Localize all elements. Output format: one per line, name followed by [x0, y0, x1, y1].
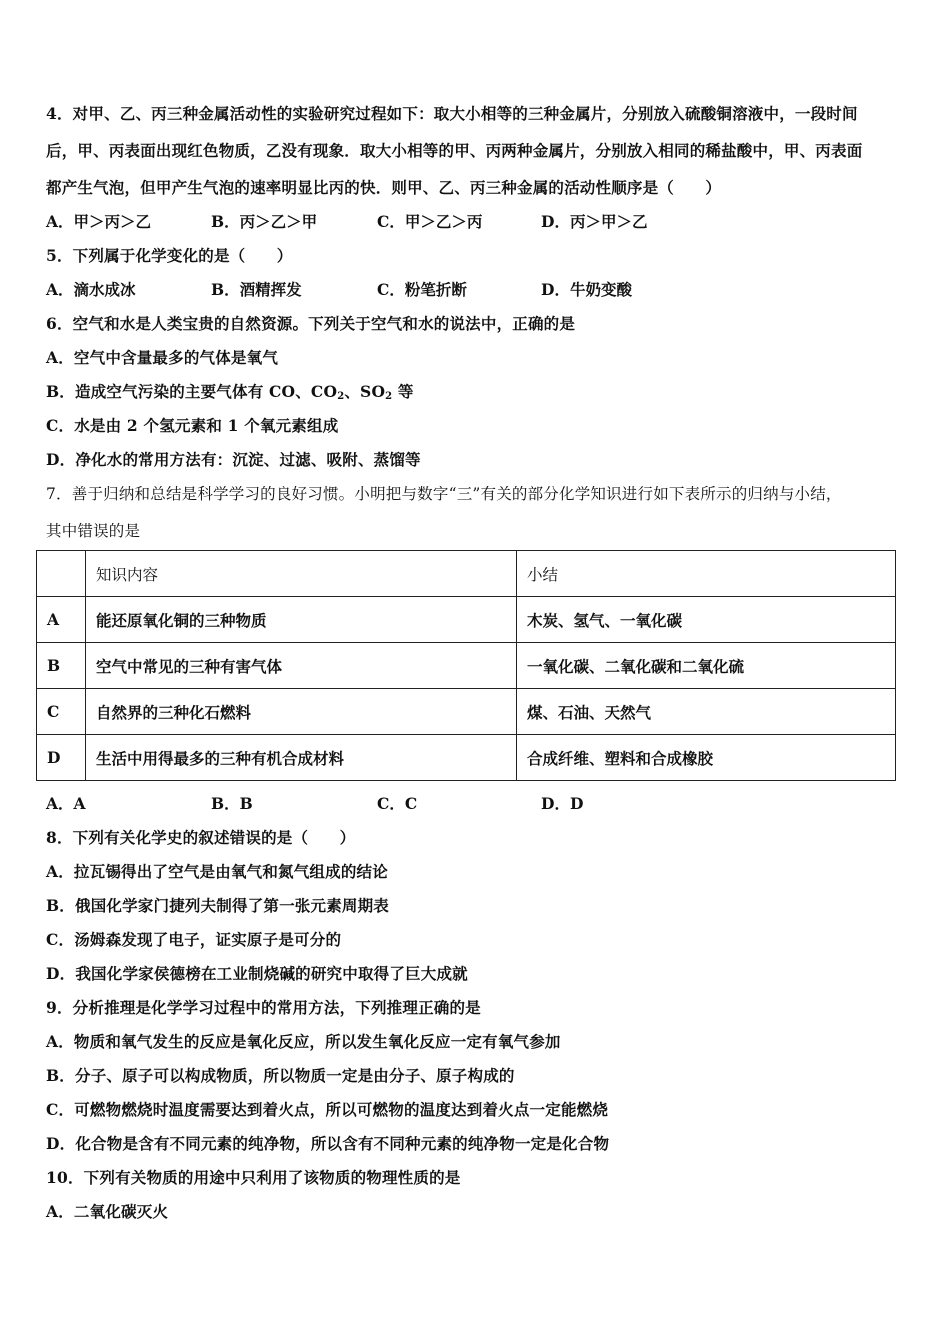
q7-option-d: D．D — [541, 794, 584, 813]
q9-option-c: C．可燃物燃烧时温度需要达到着火点，所以可燃物的温度达到着火点一定能燃烧 — [46, 1100, 609, 1119]
table-cell: A — [37, 597, 86, 643]
table-cell: 自然界的三种化石燃料 — [86, 689, 517, 735]
q8-option-c: C．汤姆森发现了电子，证实原子是可分的 — [46, 930, 342, 949]
q6-option-a: A．空气中含量最多的气体是氧气 — [46, 348, 279, 367]
table-cell: C — [37, 689, 86, 735]
q6-option-b-sub-1: 2 — [337, 391, 345, 402]
q5-option-a: A．滴水成冰 — [46, 280, 136, 299]
q9-option-b: B．分子、原子可以构成物质，所以物质一定是由分子、原子构成的 — [46, 1066, 515, 1085]
q6-option-b-text-1: B．造成空气污染的主要气体有 CO、CO — [46, 382, 338, 401]
table-row — [37, 597, 896, 643]
q4-stem-line-2: 后，甲、丙表面出现红色物质，乙没有现象．取大小相等的甲、丙两种金属片，分别放入相同的稀盐酸中，甲、丙表面 — [46, 141, 863, 160]
table-cell: 合成纤维、塑料和合成橡胶 — [517, 735, 896, 781]
table-cell: 一氧化碳、二氧化碳和二氧化硫 — [517, 643, 896, 689]
q6-option-b-sub-2: 2 — [385, 391, 393, 402]
q9-stem: 9．分析推理是化学学习过程中的常用方法，下列推理正确的是 — [46, 998, 481, 1017]
q7-option-b: B．B — [211, 794, 253, 813]
table-header-cell — [37, 551, 86, 597]
q9-option-a: A．物质和氧气发生的反应是氧化反应，所以发生氧化反应一定有氧气参加 — [46, 1032, 561, 1051]
table-cell: 煤、石油、天然气 — [517, 689, 896, 735]
q10-option-a: A．二氧化碳灭火 — [46, 1202, 169, 1221]
q4-option-c: C．甲＞乙＞丙 — [377, 212, 483, 231]
table-cell: 空气中常见的三种有害气体 — [86, 643, 517, 689]
table-cell: 木炭、氢气、一氧化碳 — [517, 597, 896, 643]
table-cell: B — [37, 643, 86, 689]
table-cell: 生活中用得最多的三种有机合成材料 — [86, 735, 517, 781]
table-row — [37, 643, 896, 689]
q6-option-d: D．净化水的常用方法有：沉淀、过滤、吸附、蒸馏等 — [46, 450, 421, 469]
q4-option-a: A．甲＞丙＞乙 — [46, 212, 152, 231]
q7-stem-line-1: 7．善于归纳和总结是科学学习的良好习惯。小明把与数字“三”有关的部分化学知识进行如下表所示的归纳与小结， — [46, 485, 842, 503]
table-header-row — [37, 551, 896, 597]
table-cell: 能还原氧化铜的三种物质 — [86, 597, 517, 643]
q8-stem: 8．下列有关化学史的叙述错误的是（ ） — [46, 828, 356, 847]
q4-option-d: D．丙＞甲＞乙 — [541, 212, 648, 231]
table-row — [37, 689, 896, 735]
q8-option-b: B．俄国化学家门捷列夫制得了第一张元素周期表 — [46, 896, 390, 915]
table-header-cell: 知识内容 — [86, 551, 517, 597]
q5-option-c: C．粉笔折断 — [377, 280, 467, 299]
q6-stem: 6．空气和水是人类宝贵的自然资源。下列关于空气和水的说法中，正确的是 — [46, 314, 576, 333]
q7-option-c: C．C — [377, 794, 418, 813]
q9-option-d: D．化合物是含有不同元素的纯净物，所以含有不同种元素的纯净物一定是化合物 — [46, 1134, 610, 1153]
q6-option-c: C．水是由 2 个氢元素和 1 个氧元素组成 — [46, 416, 339, 435]
q10-stem: 10．下列有关物质的用途中只利用了该物质的物理性质的是 — [46, 1168, 461, 1187]
q6-option-b — [46, 380, 414, 402]
q5-stem: 5．下列属于化学变化的是（ ） — [46, 246, 293, 265]
q7-option-a: A．A — [46, 794, 86, 813]
q4-stem-line-3: 都产生气泡，但甲产生气泡的速率明显比丙的快．则甲、乙、丙三种金属的活动性顺序是（ ） — [46, 178, 722, 197]
q6-option-b-text-2: 、SO — [344, 382, 386, 401]
q7-stem-line-2: 其中错误的是 — [46, 522, 141, 540]
q4-option-b: B．丙＞乙＞甲 — [211, 212, 318, 231]
q7-table — [36, 550, 896, 781]
table-cell: D — [37, 735, 86, 781]
q5-option-b: B．酒精挥发 — [211, 280, 302, 299]
q5-option-d: D．牛奶变酸 — [541, 280, 632, 299]
q8-option-a: A．拉瓦锡得出了空气是由氧气和氮气组成的结论 — [46, 862, 388, 881]
q8-option-d: D．我国化学家侯德榜在工业制烧碱的研究中取得了巨大成就 — [46, 964, 468, 983]
q6-option-b-text-3: 等 — [392, 382, 414, 401]
table-row — [37, 735, 896, 781]
table-header-cell: 小结 — [517, 551, 896, 597]
q4-stem-line-1: 4．对甲、乙、丙三种金属活动性的实验研究过程如下：取大小相等的三种金属片，分别放入硫酸铜溶液中，一段时间 — [46, 104, 858, 123]
